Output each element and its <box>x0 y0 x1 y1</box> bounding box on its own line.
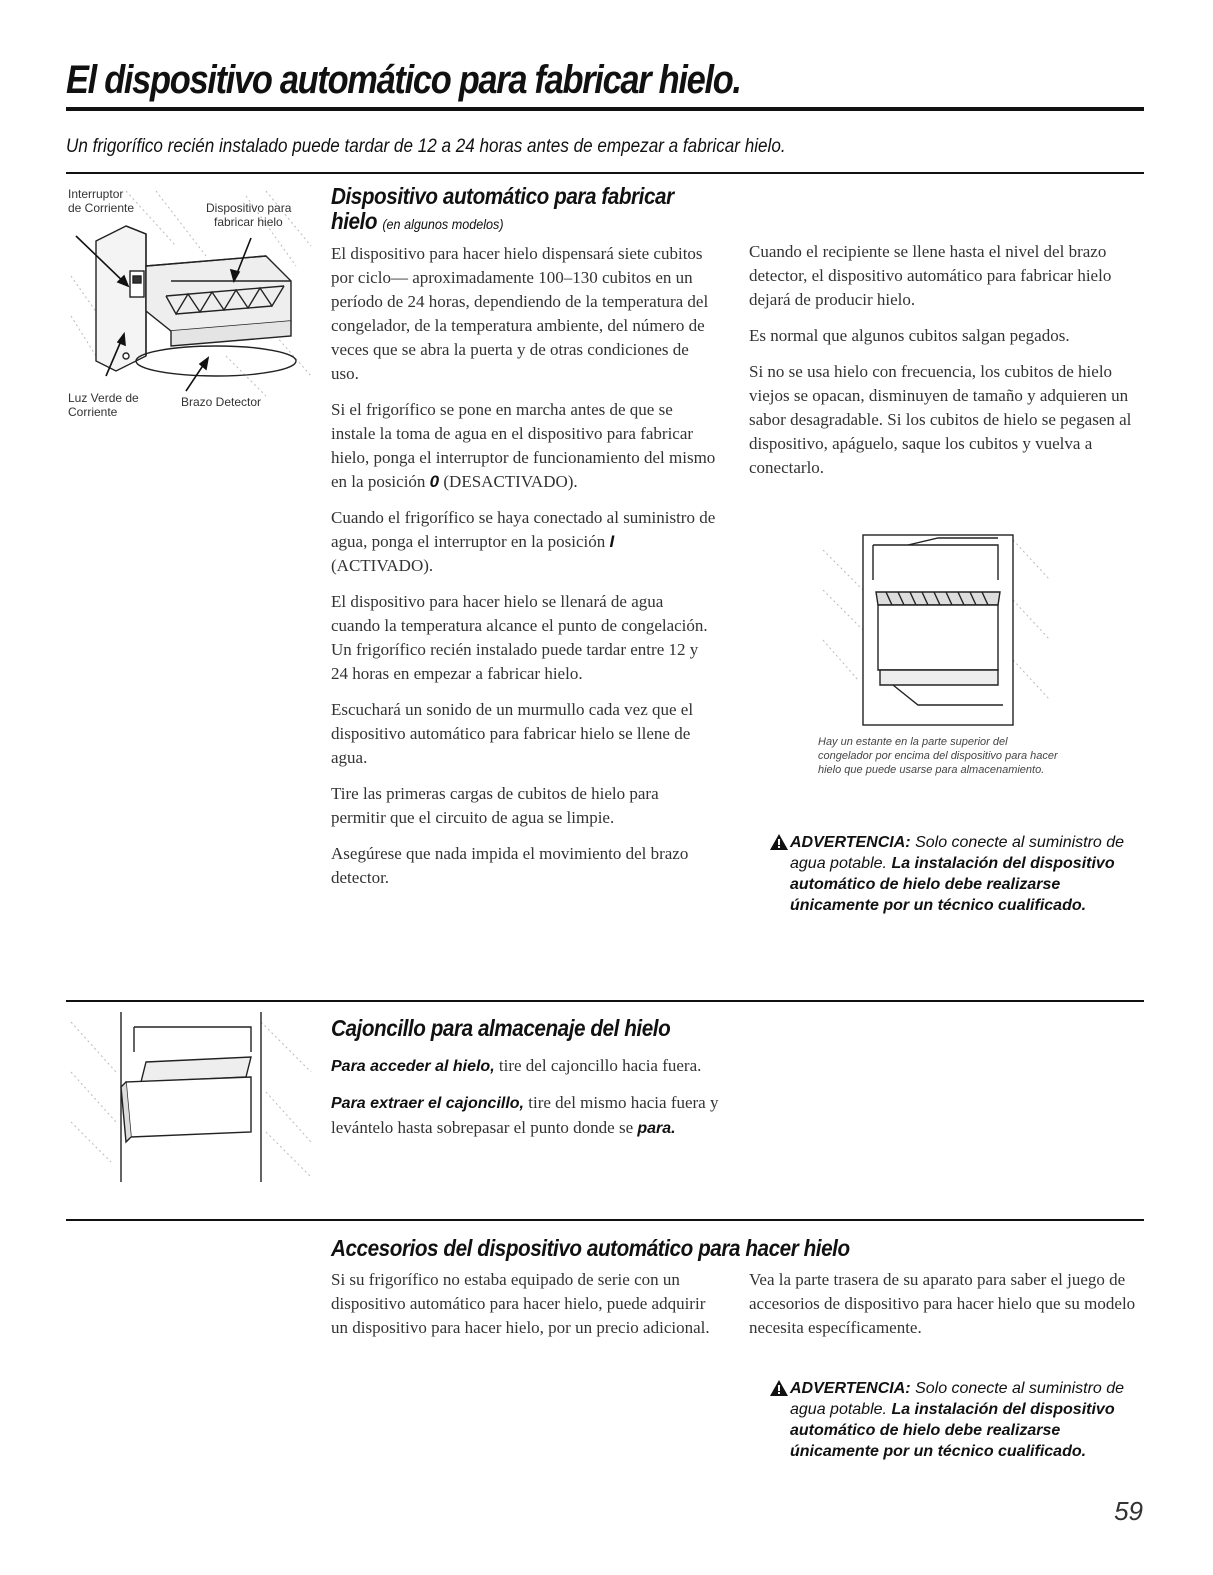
page-subtitle: Un frigorífico recién instalado puede tardar de 12 a 24 horas antes de empezar a fabricar hielo. <box>66 136 786 157</box>
paragraph <box>331 1091 731 1141</box>
paragraph: Vea la parte trasera de su aparato para saber el juego de accesorios de dispositivo para hacer hielo que su modelo necesita específicamente. <box>749 1270 1136 1337</box>
warning-text <box>770 1378 1150 1462</box>
page-title: El dispositivo automático para fabricar hielo. <box>66 58 741 102</box>
paragraph <box>331 506 716 578</box>
warning-normal: Solo conecte al suministro de agua potable. <box>790 834 1125 872</box>
section2-column <box>331 1054 731 1153</box>
paragraph: Cuando el recipiente se llene hasta el nivel del brazo detector, el dispositivo automático para fabricar hielo dejará de producir hielo. <box>749 242 1112 309</box>
warning-bold: La instalación del dispositivo automático de hielo debe realizarse únicamente por un técnico cualificado. <box>790 855 1115 914</box>
freezer-shelf-illustration <box>818 530 1053 730</box>
section2-heading: Cajoncillo para almacenaje del hielo <box>331 1015 671 1041</box>
shelf-caption: Hay un estante en la parte superior del congelador por encima del dispositivo para hacer hielo que puede usarse para almacenamiento. <box>818 736 1058 776</box>
paragraph <box>331 1054 731 1079</box>
section3-column1 <box>331 1268 726 1352</box>
off-text: (DESACTIVADO). <box>443 472 578 491</box>
paragraph: El dispositivo para hacer hielo dispensará siete cubitos por ciclo— aproximadamente 100–130 cubitos en un período de 24 horas, dependiendo de la temperatura del congelador, de la temperatura ambiente, del número de veces que se abra la puerta y de otras condiciones de uso. <box>331 244 709 383</box>
section-divider-1 <box>66 172 1144 174</box>
warning-label: ADVERTENCIA: <box>790 1380 911 1397</box>
paragraph: Escuchará un sonido de un murmullo cada vez que el dispositivo automático para fabricar hielo se llene de agua. <box>331 700 694 767</box>
drawer-illustration <box>66 1012 316 1182</box>
section1-column2 <box>749 240 1144 492</box>
warning-label: ADVERTENCIA: <box>790 834 911 851</box>
freezer-shelf-diagram <box>818 530 1053 730</box>
section1-heading <box>331 184 674 237</box>
section1-column1 <box>331 242 716 902</box>
icemaker-diagram <box>66 186 316 419</box>
label-switch-line2: de Corriente <box>68 201 135 215</box>
warning-box <box>770 832 1150 916</box>
off-symbol: 0 <box>429 472 440 491</box>
label-light-line1: Luz Verde de <box>68 391 139 405</box>
paragraph: Si su frigorífico no estaba equipado de serie con un dispositivo automático para hacer hielo, puede adquirir un dispositivo para hacer hielo, por un precio adicional. <box>331 1270 710 1337</box>
drawer-access-lead: Para acceder al hielo, <box>331 1058 495 1075</box>
section1-heading-line1: Dispositivo automático para fabricar <box>331 183 674 209</box>
section1-heading-word: hielo <box>331 208 378 234</box>
section-divider-3 <box>66 1219 1144 1221</box>
section-divider-2 <box>66 1000 1144 1002</box>
warning-box <box>770 1378 1150 1462</box>
drawer-diagram <box>66 1012 316 1182</box>
on-text: (ACTIVADO). <box>331 556 434 575</box>
drawer-remove-end: para. <box>637 1120 676 1137</box>
warning-icon <box>770 834 788 850</box>
label-arm: Brazo Detector <box>181 395 262 409</box>
warning-icon <box>770 1380 788 1396</box>
paragraph <box>331 398 716 494</box>
page-number: 59 <box>1114 1496 1143 1526</box>
drawer-remove-lead: Para extraer el cajoncillo, <box>331 1095 524 1112</box>
paragraph: Es normal que algunos cubitos salgan pegados. <box>749 326 1070 345</box>
paragraph: Asegúrese que nada impida el movimiento del brazo detector. <box>331 844 689 887</box>
warning-normal: Solo conecte al suministro de agua potable. <box>790 1380 1125 1418</box>
paragraph-text: Si el frigorífico se pone en marcha antes de que se instale la toma de agua en el dispositivo para fabricar hielo, ponga el interruptor de funcionamiento del mismo en la posición <box>331 400 716 491</box>
label-switch-line1: Interruptor <box>68 187 124 201</box>
label-icemaker-line2: fabricar hielo <box>214 215 283 229</box>
paragraph: Tire las primeras cargas de cubitos de hielo para permitir que el circuito de agua se limpie. <box>331 784 659 827</box>
drawer-remove-text: tire del mismo hacia fuera y levántelo hasta sobrepasar el punto donde se <box>331 1093 719 1137</box>
section1-heading-note: (en algunos modelos) <box>382 216 504 232</box>
label-icemaker-line1: Dispositivo para <box>206 201 292 215</box>
section1-heading-line2 <box>331 209 674 237</box>
on-symbol: I <box>609 532 615 551</box>
warning-bold: La instalación del dispositivo automático de hielo debe realizarse únicamente por un técnico cualificado. <box>790 1401 1115 1460</box>
label-light-line2: Corriente <box>68 405 118 419</box>
section3-column2 <box>749 1268 1144 1352</box>
warning-text <box>770 832 1150 916</box>
paragraph: El dispositivo para hacer hielo se llenará de agua cuando la temperatura alcance el punto de congelación. Un frigorífico recién instalado puede tardar entre 12 y 24 horas en empezar a fabricar hielo. <box>331 592 708 683</box>
title-rule <box>66 107 1144 111</box>
section3-heading: Accesorios del dispositivo automático para hacer hielo <box>331 1235 850 1261</box>
paragraph-text: Cuando el frigorífico se haya conectado al suministro de agua, ponga el interruptor en la posición <box>331 508 716 551</box>
drawer-access-text: tire del cajoncillo hacia fuera. <box>498 1056 702 1075</box>
paragraph: Si no se usa hielo con frecuencia, los cubitos de hielo viejos se opacan, disminuyen de tamaño y adquieren un sabor desagradable. Si los cubitos de hielo se pegasen al dispositivo, apáguelo, saque los cubitos y vuelva a conectarlo. <box>749 362 1132 477</box>
